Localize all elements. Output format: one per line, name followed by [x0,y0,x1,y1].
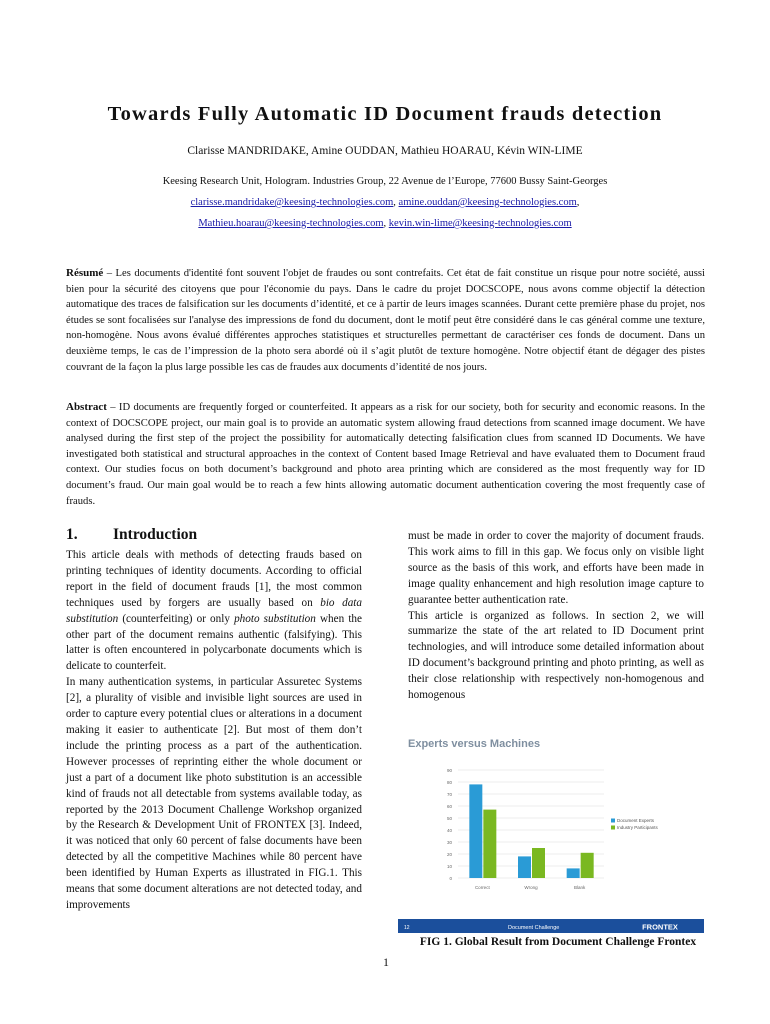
legend-swatch [611,819,615,823]
y-tick-label: 20 [446,852,452,857]
bar-industry-participants [581,853,594,878]
x-tick-label: Correct [474,885,490,890]
intro-italic-term: bio data substitution [66,596,362,625]
y-tick-label: 0 [449,876,452,881]
figure-slide [398,725,704,933]
frontex-logo-text: FRONTEX [642,922,678,932]
figure-caption: FIG 1. Global Result from Document Challenge Frontex [419,936,697,948]
legend-label: Industry Participants [617,825,658,830]
page-number: 1 [383,955,389,969]
paper-title: Towards Fully Automatic ID Document frauds detection [107,103,663,125]
email-link-4[interactable]: kevin.win-lime@keesing-technologies.com [388,218,572,229]
section-title: Introduction [113,526,198,543]
resume-text: – Les documents d'identité font souvent l'objet de fraudes ou sont contrefaits. Cet état de fait constitue un risque pour notre société, aussi bien pour la sécurité des citoyens que pour l'économie du pays. Dans le cadre du projet DOCSCOPE, nous avons comme objectif la détection automatique des traces de falsification sur les documents d’identité, et ce à partir de leurs images scannées. Durant cette première phase du projet, nos études se sont focalisées sur l'analyse des impressions de fond du document, dont le motif peut être considéré dans le cas général comme une texture, non-homogène. Nous avons évalué différentes approches statistiques et structurelles permettant de caractériser ces fonds de document. Dans un deuxième temps, le cas de l’impression de la photo sera abordé où il s’agit plutôt de texture homogène. Notre objectif étant de dégager des pistes couvrant de la façon la plus large possible les cas de fraudes aux documents d’identité de nos jours. [66,268,705,373]
chart-y-ticks [447,768,453,881]
email-link-2[interactable]: amine.ouddan@keesing-technologies.com [398,197,577,208]
section-number: 1. [66,526,78,543]
intro-paragraph-1 [66,548,362,675]
y-tick-label: 40 [446,828,452,833]
email-line-1 [0,197,770,208]
chart-bars [469,784,593,878]
slide-footer-label: Document Challenge [508,925,560,931]
y-tick-label: 10 [446,864,452,869]
email-separator: , [383,218,389,229]
section-heading [66,526,197,544]
y-tick-label: 90 [446,768,452,773]
intro-text: when the other part of the document remains authentic (falsifying). This latter is often encountered in polycarbonate documents which is delicate to counterfeit. [66,612,362,673]
abstract-label: Abstract [66,401,107,413]
email-separator: , [393,197,399,208]
bar-document-experts [518,856,531,878]
intro-paragraph-2: In many authentication systems, in particular Assuretec Systems [2], a plurality of visible and invisible light sources are used in order to capture every potential clues or alterations in a document making it easier to authenticate [2]. But most of them don’t include the printing process as a part of the authentication. However processes of reprinting either the whole document or just a part of a document like photo substitution is an accessible kind of frauds not all detectable from systems available today, as reported by the 2013 Document Challenge Workshop organized by the Research & Development Unit of FRONTEX [3]. Indeed, it was noticed that only 60 percent of false documents have been detected by all the competitive Machines while 80 percent have been identified by Human Experts as illustrated in FIG.1. This means that some document alterations are not detected today, and improvements [66,676,362,911]
resume-paragraph [66,266,705,375]
intro-text: (counterfeiting) or only [118,612,235,625]
intro-left-column [66,548,362,914]
intro-paragraph-4: This article is organized as follows. In section 2, we will summarize the state of the art related to ID Document print technologies, and will introduce some detailed information about ID document’s background printing and photo printing, as well as their close relationship with respectively non-homogenous and homogenous [408,609,704,702]
affiliation: Keesing Research Unit, Hologram. Industries Group, 22 Avenue de l’Europe, 77600 Bussy Saint-Georges [162,176,608,187]
x-tick-label: Blank [574,885,586,890]
y-tick-label: 80 [446,780,452,785]
chart-title: Experts versus Machines [408,738,541,750]
y-tick-label: 60 [446,804,452,809]
bar-document-experts [469,784,482,878]
abstract-text: – ID documents are frequently forged or counterfeited. It appears as a risk for our society, both for security and economic reasons. In the context of DOCSCOPE project, our main goal is to provide an automatic system allowing fraud detections from scanned image document. We have analysed during the first step of the project the possibility for automatically detecting falsification clues from scanned ID Documents. We have investigated both statistical and structural approaches in the context of Content based Image Retrieval and have evaluated them to Document fraud context. Our studies focus on both document’s background and photo area printing which are considered as the most frequently way for ID document’s fraud. Our main goal would be to reach a few hints allowing automatic document authentication covering the most frequently case of frauds. [66,402,705,507]
y-tick-label: 70 [446,792,452,797]
intro-italic-term: photo substitution [234,612,316,625]
email-trailing-comma: , [576,197,580,208]
chart-legend [611,818,659,830]
slide-page-number: 12 [404,925,410,931]
x-tick-label: Wrong [524,885,538,890]
authors: Clarisse MANDRIDAKE, Amine OUDDAN, Mathieu HOARAU, Kévin WIN-LIME [187,145,583,157]
email-line-2 [0,218,770,229]
y-tick-label: 50 [446,816,452,821]
intro-paragraph-3: must be made in order to cover the majority of document frauds. This work aims to fill in this gap. We focus only on visible light source as the basis of this work, and efforts have been made in image quality enhancement and high resolution image capture to guarantee better authentication rate. [408,530,704,606]
bar-industry-participants [483,810,496,878]
bar-industry-participants [532,848,545,878]
abstract-paragraph [66,400,705,509]
resume-label: Résumé [66,267,104,279]
legend-swatch [611,826,615,830]
chart-x-labels [475,885,586,890]
bar-document-experts [567,868,580,878]
email-link-1[interactable]: clarisse.mandridake@keesing-technologies.com [190,197,394,208]
email-link-3[interactable]: Mathieu.hoarau@keesing-technologies.com [198,218,384,229]
intro-text: This article deals with methods of detecting frauds based on printing techniques of identity documents. According to official report in the field of document frauds [1], the most common techniques used by forgers are usually based on [66,549,362,609]
y-tick-label: 30 [446,840,452,845]
legend-label: Document Experts [617,818,655,823]
intro-right-column [408,529,704,704]
bar-chart [398,725,704,933]
